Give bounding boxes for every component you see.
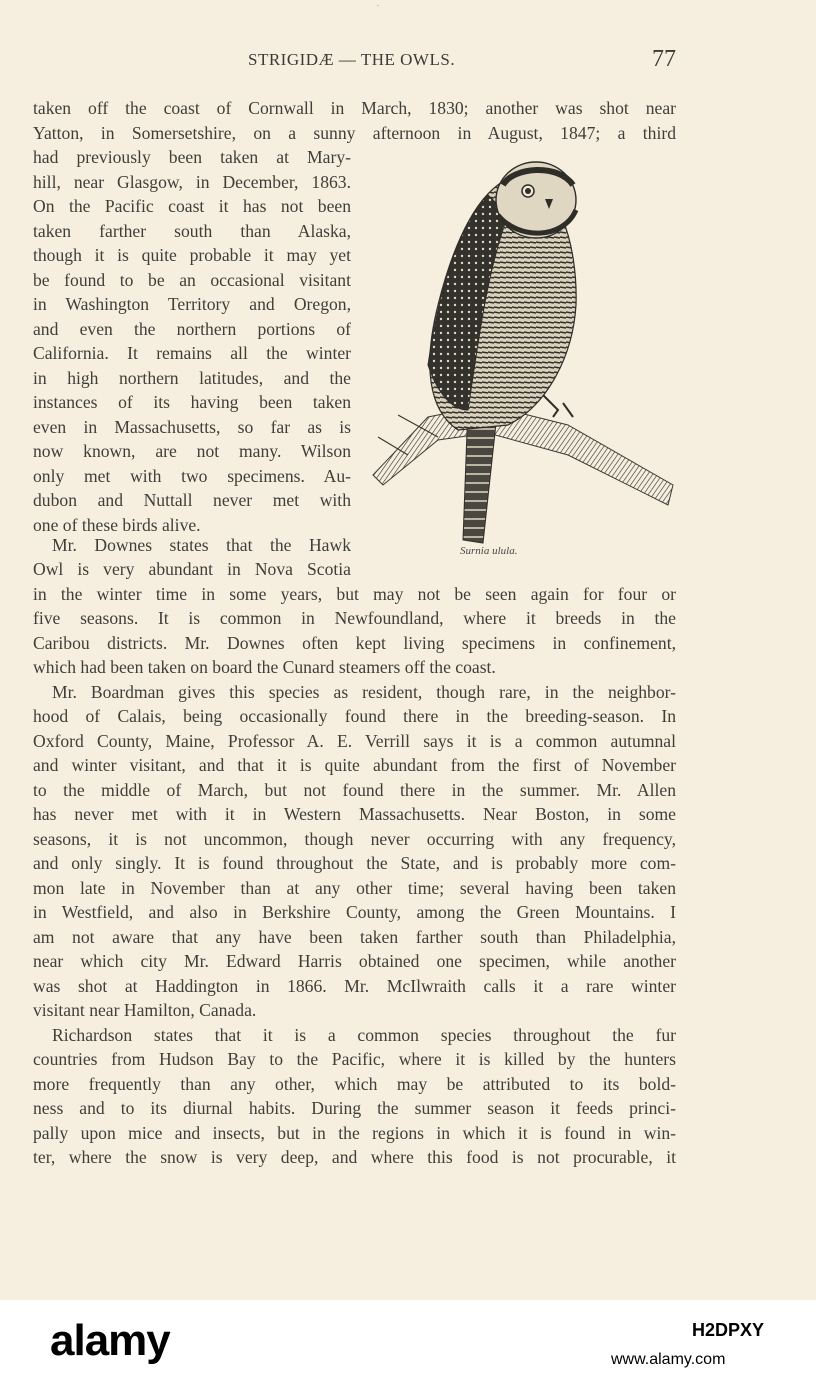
text-line: instances of its having been taken bbox=[33, 392, 351, 412]
text-line: hill, near Glasgow, in December, 1863. bbox=[33, 172, 351, 192]
running-head: STRIGIDÆ — THE OWLS. bbox=[248, 50, 456, 69]
text-line: has never met with it in Western Massachusetts. Near Boston, in some bbox=[33, 804, 676, 824]
text-line: one of these birds alive. bbox=[33, 515, 201, 535]
text-line: now known, are not many. Wilson bbox=[33, 441, 351, 461]
text-line: Richardson states that it is a common species throughout the fur bbox=[52, 1025, 676, 1045]
text-line: Caribou districts. Mr. Downes often kept living specimens in confinement, bbox=[33, 633, 676, 653]
text-line: ness and to its diurnal habits. During the summer season it feeds princi- bbox=[33, 1098, 676, 1118]
text-line: On the Pacific coast it has not been bbox=[33, 196, 351, 216]
text-line: pally upon mice and insects, but in the regions in which it is found in win- bbox=[33, 1123, 676, 1143]
text-line: dubon and Nuttall never met with bbox=[33, 490, 351, 510]
text-line: Mr. Downes states that the Hawk bbox=[52, 535, 351, 555]
top-mark: · bbox=[376, 0, 380, 12]
text-line: in high northern latitudes, and the bbox=[33, 368, 351, 388]
text-line: am not aware that any have been taken farther south than Philadelphia, bbox=[33, 927, 676, 947]
text-line: visitant near Hamilton, Canada. bbox=[33, 1000, 257, 1020]
text-line: be found to be an occasional visitant bbox=[33, 270, 351, 290]
text-line: five seasons. It is common in Newfoundland, where it breeds in the bbox=[33, 608, 676, 628]
figure-caption: Surnia ulula. bbox=[460, 545, 518, 557]
text-line: though it is quite probable it may yet bbox=[33, 245, 351, 265]
image-id: H2DPXY bbox=[692, 1320, 765, 1340]
branch bbox=[373, 405, 673, 505]
page-header bbox=[0, 46, 816, 80]
text-line: to the middle of March, but not found there in the summer. Mr. Allen bbox=[33, 780, 676, 800]
text-line: seasons, it is not uncommon, though never occurring with any frequency, bbox=[33, 829, 676, 849]
text-line: hood of Calais, being occasionally found there in the breeding-season. In bbox=[33, 706, 676, 726]
text-line: Owl is very abundant in Nova Scotia bbox=[33, 559, 351, 579]
text-line: taken off the coast of Cornwall in March, 1830; another was shot near bbox=[33, 98, 676, 118]
text-line: in the winter time in some years, but may not be seen again for four or bbox=[33, 584, 676, 604]
text-line: Oxford County, Maine, Professor A. E. Verrill says it is a common autumnal bbox=[33, 731, 676, 751]
page-number: 77 bbox=[652, 46, 676, 72]
text-line: was shot at Haddington in 1866. Mr. McIlwraith calls it a rare winter bbox=[33, 976, 676, 996]
text-line: countries from Hudson Bay to the Pacific, where it is killed by the hunters bbox=[33, 1049, 676, 1069]
text-line: California. It remains all the winter bbox=[33, 343, 351, 363]
text-line: Yatton, in Somersetshire, on a sunny afternoon in August, 1847; a third bbox=[33, 123, 676, 143]
text-line: in Westfield, and also in Berkshire County, among the Green Mountains. I bbox=[33, 902, 676, 922]
alamy-logo: alamy bbox=[50, 1316, 170, 1365]
text-line: had previously been taken at Mary- bbox=[33, 147, 351, 167]
text-line: ter, where the snow is very deep, and where this food is not procurable, it bbox=[33, 1147, 676, 1167]
text-line: and only singly. It is found throughout the State, and is probably more com- bbox=[33, 853, 676, 873]
text-line: and winter visitant, and that it is quite abundant from the first of November bbox=[33, 755, 676, 775]
text-line: mon late in November than at any other time; several having been taken bbox=[33, 878, 676, 898]
text-line: more frequently than any other, which may be attributed to its bold- bbox=[33, 1074, 676, 1094]
text-line: near which city Mr. Edward Harris obtained one specimen, while another bbox=[33, 951, 676, 971]
owl-head bbox=[496, 162, 576, 238]
owl-illustration bbox=[368, 155, 678, 545]
owl-talons bbox=[543, 395, 573, 417]
text-line: in Washington Territory and Oregon, bbox=[33, 294, 351, 314]
text-line: and even the northern portions of bbox=[33, 319, 351, 339]
text-line: only met with two specimens. Au- bbox=[33, 466, 351, 486]
text-line: even in Massachusetts, so far as is bbox=[33, 417, 351, 437]
site-url: www.alamy.com bbox=[611, 1351, 726, 1368]
text-line: taken farther south than Alaska, bbox=[33, 221, 351, 241]
text-line: which had been taken on board the Cunard steamers off the coast. bbox=[33, 657, 496, 677]
text-line: Mr. Boardman gives this species as resident, though rare, in the neighbor- bbox=[52, 682, 676, 702]
watermark-banner bbox=[0, 1300, 816, 1390]
